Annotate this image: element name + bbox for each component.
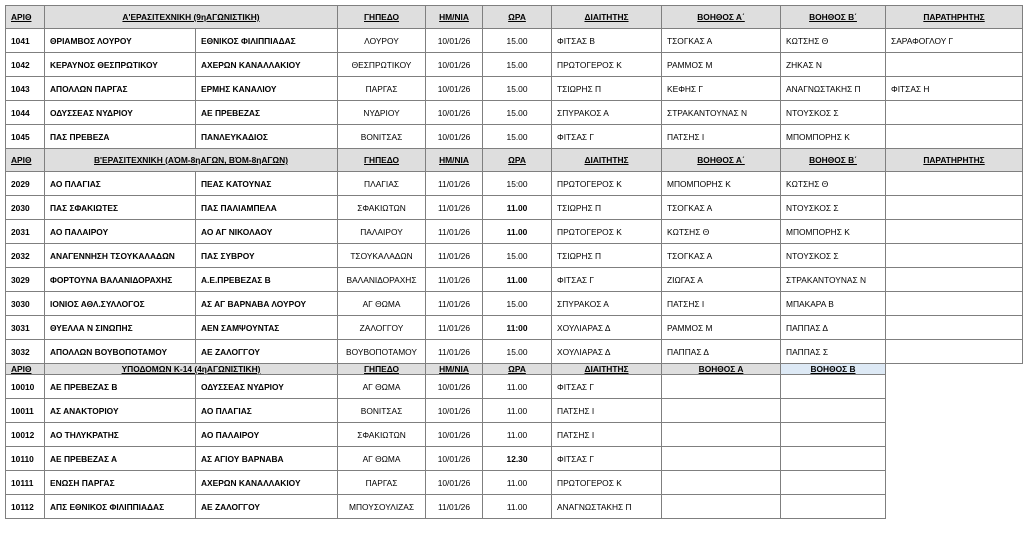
assistant-1-cell[interactable] bbox=[662, 447, 781, 471]
match-row bbox=[6, 268, 1023, 292]
assistant-2-cell[interactable]: ΠΑΠΠΑΣ Δ bbox=[781, 316, 886, 340]
assistant-1-cell[interactable]: ΡΑΜΜΟΣ Μ bbox=[662, 316, 781, 340]
header-referee[interactable]: ΔΙΑΙΤΗΤΗΣ bbox=[552, 6, 662, 29]
match-number[interactable]: 10111 bbox=[6, 471, 45, 495]
away-team[interactable]: ΠΕΑΣ ΚΑΤΟΥΝΑΣ bbox=[196, 172, 338, 196]
date-cell[interactable]: 10/01/26 bbox=[426, 399, 483, 423]
venue-cell[interactable]: ΝΥΔΡΙΟΥ bbox=[338, 101, 426, 125]
match-row bbox=[6, 292, 1023, 316]
home-team[interactable]: ΑΣ ΑΝΑΚΤΟΡΙΟΥ bbox=[45, 399, 196, 423]
observer-cell bbox=[886, 375, 1023, 399]
home-team[interactable]: ΑΕ ΠΡΕΒΕΖΑΣ Β bbox=[45, 375, 196, 399]
referee-cell[interactable]: ΑΝΑΓΝΩΣΤΑΚΗΣ Π bbox=[552, 495, 662, 519]
match-row bbox=[6, 172, 1023, 196]
match-row bbox=[6, 244, 1023, 268]
home-team[interactable]: ΑΠΟΛΛΩΝ ΒΟΥΒΟΠΟΤΑΜΟΥ bbox=[45, 340, 196, 364]
venue-cell[interactable]: ΒΟΥΒΟΠΟΤΑΜΟΥ bbox=[338, 340, 426, 364]
assistant-2-cell[interactable]: ΑΝΑΓΝΩΣΤΑΚΗΣ Π bbox=[781, 77, 886, 101]
venue-cell[interactable]: ΖΑΛΟΓΓΟΥ bbox=[338, 316, 426, 340]
assistant-1-cell[interactable]: ΜΠΟΜΠΟΡΗΣ Κ bbox=[662, 172, 781, 196]
referee-cell[interactable]: ΠΡΩΤΟΓΕΡΟΣ Κ bbox=[552, 53, 662, 77]
header-assistant-1[interactable]: ΒΟΗΘΟΣ Α΄ bbox=[662, 149, 781, 172]
header-assistant-2[interactable]: ΒΟΗΘΟΣ Β΄ bbox=[781, 149, 886, 172]
match-number[interactable]: 10012 bbox=[6, 423, 45, 447]
header-observer[interactable]: ΠΑΡΑΤΗΡΗΤΗΣ bbox=[886, 149, 1023, 172]
header-observer[interactable]: ΠΑΡΑΤΗΡΗΤΗΣ bbox=[886, 6, 1023, 29]
referee-cell[interactable]: ΤΣΙΩΡΗΣ Π bbox=[552, 196, 662, 220]
referee-cell[interactable]: ΠΡΩΤΟΓΕΡΟΣ Κ bbox=[552, 220, 662, 244]
date-cell[interactable]: 10/01/26 bbox=[426, 77, 483, 101]
observer-cell bbox=[886, 447, 1023, 471]
assistant-2-cell[interactable] bbox=[781, 471, 886, 495]
observer-cell[interactable] bbox=[886, 125, 1023, 149]
observer-cell bbox=[886, 495, 1023, 519]
away-team[interactable]: ΠΑΝΛΕΥΚΑΔΙΟΣ bbox=[196, 125, 338, 149]
time-cell[interactable]: 11.00 bbox=[483, 423, 552, 447]
match-row bbox=[6, 196, 1023, 220]
assistant-1-cell[interactable]: ΚΕΦΗΣ Γ bbox=[662, 77, 781, 101]
match-row bbox=[6, 375, 1023, 399]
home-team[interactable]: ΑΟ ΠΛΑΓΙΑΣ bbox=[45, 172, 196, 196]
referee-cell[interactable]: ΠΡΩΤΟΓΕΡΟΣ Κ bbox=[552, 471, 662, 495]
time-cell[interactable]: 15:00 bbox=[483, 172, 552, 196]
date-cell[interactable]: 11/01/26 bbox=[426, 244, 483, 268]
home-team[interactable]: ΑΕ ΠΡΕΒΕΖΑΣ Α bbox=[45, 447, 196, 471]
home-team[interactable]: ΟΔΥΣΣΕΑΣ ΝΥΔΡΙΟΥ bbox=[45, 101, 196, 125]
venue-cell[interactable]: ΣΦΑΚΙΩΤΩΝ bbox=[338, 196, 426, 220]
home-team[interactable]: ΚΕΡΑΥΝΟΣ ΘΕΣΠΡΩΤΙΚΟΥ bbox=[45, 53, 196, 77]
away-team[interactable]: ΑΧΕΡΩΝ ΚΑΝΑΛΛΑΚΙΟΥ bbox=[196, 471, 338, 495]
date-cell[interactable]: 11/01/26 bbox=[426, 172, 483, 196]
assistant-2-cell[interactable] bbox=[781, 423, 886, 447]
away-team[interactable]: ΑΣ ΑΓΙΟΥ ΒΑΡΝΑΒΑ bbox=[196, 447, 338, 471]
header-number[interactable]: ΑΡΙΘ bbox=[6, 6, 45, 29]
home-team[interactable]: ΦΟΡΤΟΥΝΑ ΒΑΛΑΝΙΔΟΡΑΧΗΣ bbox=[45, 268, 196, 292]
time-cell[interactable]: 15.00 bbox=[483, 29, 552, 53]
date-cell[interactable]: 10/01/26 bbox=[426, 471, 483, 495]
assistant-2-cell[interactable]: ΠΑΠΠΑΣ Σ bbox=[781, 340, 886, 364]
assistant-1-cell[interactable]: ΤΣΟΓΚΑΣ Α bbox=[662, 29, 781, 53]
header-time[interactable]: ΩΡΑ bbox=[483, 149, 552, 172]
home-team[interactable]: ΑΠΟΛΛΩΝ ΠΑΡΓΑΣ bbox=[45, 77, 196, 101]
time-cell[interactable]: 11:00 bbox=[483, 316, 552, 340]
observer-cell[interactable] bbox=[886, 53, 1023, 77]
away-team[interactable]: ΕΡΜΗΣ ΚΑΝΑΛΙΟΥ bbox=[196, 77, 338, 101]
observer-cell[interactable] bbox=[886, 196, 1023, 220]
away-team[interactable]: ΠΑΣ ΣΥΒΡΟΥ bbox=[196, 244, 338, 268]
home-team[interactable]: ΑΝΑΓΕΝΝΗΣΗ ΤΣΟΥΚΑΛΑΔΩΝ bbox=[45, 244, 196, 268]
match-row bbox=[6, 495, 1023, 519]
time-cell[interactable]: 12.30 bbox=[483, 447, 552, 471]
match-number[interactable]: 10112 bbox=[6, 495, 45, 519]
date-cell[interactable]: 10/01/26 bbox=[426, 29, 483, 53]
section-header-row bbox=[6, 149, 1023, 172]
assistant-1-cell[interactable]: ΤΣΟΓΚΑΣ Α bbox=[662, 196, 781, 220]
observer-cell[interactable]: ΣΑΡΑΦΟΓΛΟΥ Γ bbox=[886, 29, 1023, 53]
observer-cell[interactable] bbox=[886, 316, 1023, 340]
header-number[interactable]: ΑΡΙΘ bbox=[6, 149, 45, 172]
observer-cell bbox=[886, 423, 1023, 447]
header-time[interactable]: ΩΡΑ bbox=[483, 6, 552, 29]
header-date[interactable]: ΗΜ/ΝΙΑ bbox=[426, 364, 483, 375]
time-cell[interactable]: 15.00 bbox=[483, 53, 552, 77]
assistant-1-cell[interactable] bbox=[662, 471, 781, 495]
home-team[interactable]: ΘΥΕΛΛΑ Ν ΣΙΝΩΠΗΣ bbox=[45, 316, 196, 340]
away-team[interactable]: ΑΕ ΖΑΛΟΓΓΟΥ bbox=[196, 495, 338, 519]
match-number[interactable]: 1043 bbox=[6, 77, 45, 101]
header-assistant-1[interactable]: ΒΟΗΘΟΣ Α΄ bbox=[662, 6, 781, 29]
date-cell[interactable]: 11/01/26 bbox=[426, 292, 483, 316]
referee-cell[interactable]: ΤΣΙΩΡΗΣ Π bbox=[552, 244, 662, 268]
header-match[interactable]: Α'ΕΡΑΣΙΤΕΧΝΙΚΗ (9ηΑΓΩΝΙΣΤΙΚΗ) bbox=[45, 6, 338, 29]
match-row bbox=[6, 53, 1023, 77]
match-number[interactable]: 10110 bbox=[6, 447, 45, 471]
date-cell[interactable]: 10/01/26 bbox=[426, 375, 483, 399]
schedule-table bbox=[5, 5, 1023, 519]
header-assistant-2[interactable]: ΒΟΗΘΟΣ Β΄ bbox=[781, 6, 886, 29]
time-cell[interactable]: 15.00 bbox=[483, 101, 552, 125]
assistant-1-cell[interactable]: ΠΑΤΣΗΣ Ι bbox=[662, 292, 781, 316]
assistant-1-cell[interactable]: ΠΑΤΣΗΣ Ι bbox=[662, 125, 781, 149]
date-cell[interactable]: 11/01/26 bbox=[426, 316, 483, 340]
date-cell[interactable]: 10/01/26 bbox=[426, 447, 483, 471]
venue-cell[interactable]: ΠΛΑΓΙΑΣ bbox=[338, 172, 426, 196]
venue-cell[interactable]: ΠΑΡΓΑΣ bbox=[338, 77, 426, 101]
venue-cell[interactable]: ΤΣΟΥΚΑΛΑΔΩΝ bbox=[338, 244, 426, 268]
home-team[interactable]: ΘΡΙΑΜΒΟΣ ΛΟΥΡΟΥ bbox=[45, 29, 196, 53]
referee-cell[interactable]: ΣΠΥΡΑΚΟΣ Α bbox=[552, 292, 662, 316]
observer-cell[interactable] bbox=[886, 101, 1023, 125]
match-row bbox=[6, 316, 1023, 340]
observer-cell[interactable] bbox=[886, 340, 1023, 364]
assistant-1-cell[interactable] bbox=[662, 423, 781, 447]
date-cell[interactable]: 10/01/26 bbox=[426, 101, 483, 125]
match-row bbox=[6, 447, 1023, 471]
match-number[interactable]: 2031 bbox=[6, 220, 45, 244]
section-header-row bbox=[6, 6, 1023, 29]
assistant-2-cell[interactable]: ΣΤΡΑΚΑΝΤΟΥΝΑΣ Ν bbox=[781, 268, 886, 292]
match-number[interactable]: 10010 bbox=[6, 375, 45, 399]
match-row bbox=[6, 29, 1023, 53]
venue-cell[interactable]: ΠΑΡΓΑΣ bbox=[338, 471, 426, 495]
assistant-2-cell[interactable]: ΝΤΟΥΣΚΟΣ Σ bbox=[781, 196, 886, 220]
assistant-1-cell[interactable] bbox=[662, 375, 781, 399]
venue-cell[interactable]: ΑΓ ΘΩΜΑ bbox=[338, 292, 426, 316]
header-venue[interactable]: ΓΗΠΕΔΟ bbox=[338, 149, 426, 172]
header-assistant-2[interactable]: ΒΟΗΘΟΣ Β bbox=[781, 364, 886, 375]
match-number[interactable]: 1042 bbox=[6, 53, 45, 77]
observer-cell[interactable] bbox=[886, 268, 1023, 292]
time-cell[interactable]: 15.00 bbox=[483, 125, 552, 149]
assistant-2-cell[interactable]: ΚΩΤΣΗΣ Θ bbox=[781, 29, 886, 53]
referee-cell[interactable]: ΦΙΤΣΑΣ Γ bbox=[552, 375, 662, 399]
date-cell[interactable]: 11/01/26 bbox=[426, 340, 483, 364]
match-number[interactable]: 3030 bbox=[6, 292, 45, 316]
away-team[interactable]: Α.Ε.ΠΡΕΒΕΖΑΣ Β bbox=[196, 268, 338, 292]
away-team[interactable]: ΑΕ ΠΡΕΒΕΖΑΣ bbox=[196, 101, 338, 125]
assistant-2-cell[interactable]: ΜΠΟΜΠΟΡΗΣ Κ bbox=[781, 220, 886, 244]
referee-cell[interactable]: ΣΠΥΡΑΚΟΣ Α bbox=[552, 101, 662, 125]
away-team[interactable]: ΟΔΥΣΣΕΑΣ ΝΥΔΡΙΟΥ bbox=[196, 375, 338, 399]
home-team[interactable]: ΑΠΣ ΕΘΝΙΚΟΣ ΦΙΛΙΠΠΙΑΔΑΣ bbox=[45, 495, 196, 519]
home-team[interactable]: ΙΟΝΙΟΣ ΑΘΛ.ΣΥΛΛΟΓΟΣ bbox=[45, 292, 196, 316]
away-team[interactable]: ΑΟ ΠΑΛΑΙΡΟΥ bbox=[196, 423, 338, 447]
match-number[interactable]: 3029 bbox=[6, 268, 45, 292]
venue-cell[interactable]: ΒΟΝΙΤΣΑΣ bbox=[338, 399, 426, 423]
time-cell[interactable]: 11.00 bbox=[483, 196, 552, 220]
assistant-1-cell[interactable]: ΣΤΡΑΚΑΝΤΟΥΝΑΣ Ν bbox=[662, 101, 781, 125]
header-referee[interactable]: ΔΙΑΙΤΗΤΗΣ bbox=[552, 149, 662, 172]
assistant-2-cell[interactable] bbox=[781, 447, 886, 471]
referee-cell[interactable]: ΠΑΤΣΗΣ Ι bbox=[552, 399, 662, 423]
date-cell[interactable]: 11/01/26 bbox=[426, 220, 483, 244]
observer-cell[interactable] bbox=[886, 172, 1023, 196]
referee-cell[interactable]: ΦΙΤΣΑΣ Β bbox=[552, 29, 662, 53]
venue-cell[interactable]: ΘΕΣΠΡΩΤΙΚΟΥ bbox=[338, 53, 426, 77]
header-venue[interactable]: ΓΗΠΕΔΟ bbox=[338, 6, 426, 29]
venue-cell[interactable]: ΑΓ ΘΩΜΑ bbox=[338, 447, 426, 471]
match-row bbox=[6, 220, 1023, 244]
away-team[interactable]: ΑΣ ΑΓ ΒΑΡΝΑΒΑ ΛΟΥΡΟΥ bbox=[196, 292, 338, 316]
time-cell[interactable]: 15.00 bbox=[483, 340, 552, 364]
header-match[interactable]: ΥΠΟΔΟΜΩΝ Κ-14 (4ηΑΓΩΝΙΣΤΙΚΗ) bbox=[45, 364, 338, 375]
venue-cell[interactable]: ΒΑΛΑΝΙΔΟΡΑΧΗΣ bbox=[338, 268, 426, 292]
observer-cell bbox=[886, 399, 1023, 423]
match-number[interactable]: 3031 bbox=[6, 316, 45, 340]
referee-cell[interactable]: ΤΣΙΩΡΗΣ Π bbox=[552, 77, 662, 101]
match-number[interactable]: 10011 bbox=[6, 399, 45, 423]
home-team[interactable]: ΑΟ ΠΑΛΑΙΡΟΥ bbox=[45, 220, 196, 244]
observer-cell[interactable] bbox=[886, 220, 1023, 244]
observer-cell bbox=[886, 471, 1023, 495]
observer-cell[interactable]: ΦΙΤΣΑΣ Η bbox=[886, 77, 1023, 101]
away-team[interactable]: ΑΕ ΖΑΛΟΓΓΟΥ bbox=[196, 340, 338, 364]
header-observer[interactable] bbox=[886, 364, 1023, 375]
assistant-2-cell[interactable]: ΜΠΟΜΠΟΡΗΣ Κ bbox=[781, 125, 886, 149]
match-number[interactable]: 1044 bbox=[6, 101, 45, 125]
match-number[interactable]: 3032 bbox=[6, 340, 45, 364]
referee-cell[interactable]: ΧΟΥΛΙΑΡΑΣ Δ bbox=[552, 340, 662, 364]
away-team[interactable]: ΑΕΝ ΣΑΜΨΟΥΝΤΑΣ bbox=[196, 316, 338, 340]
section-header-row bbox=[6, 364, 1023, 375]
header-date[interactable]: ΗΜ/ΝΙΑ bbox=[426, 149, 483, 172]
match-row bbox=[6, 77, 1023, 101]
match-number[interactable]: 1045 bbox=[6, 125, 45, 149]
assistant-2-cell[interactable] bbox=[781, 495, 886, 519]
venue-cell[interactable]: ΒΟΝΙΤΣΑΣ bbox=[338, 125, 426, 149]
assistant-2-cell[interactable]: ΚΩΤΣΗΣ Θ bbox=[781, 172, 886, 196]
header-match[interactable]: Β'ΕΡΑΣΙΤΕΧΝΙΚΗ (ΑΌΜ-8ηΑΓΩΝ, ΒΌΜ-8ηΑΓΩΝ) bbox=[45, 149, 338, 172]
match-row bbox=[6, 471, 1023, 495]
venue-cell[interactable]: ΠΑΛΑΙΡΟΥ bbox=[338, 220, 426, 244]
referee-cell[interactable]: ΦΙΤΣΑΣ Γ bbox=[552, 447, 662, 471]
header-assistant-1[interactable]: ΒΟΗΘΟΣ Α bbox=[662, 364, 781, 375]
match-number[interactable]: 2032 bbox=[6, 244, 45, 268]
assistant-2-cell[interactable] bbox=[781, 399, 886, 423]
venue-cell[interactable]: ΑΓ ΘΩΜΑ bbox=[338, 375, 426, 399]
time-cell[interactable]: 11.00 bbox=[483, 399, 552, 423]
referee-cell[interactable]: ΧΟΥΛΙΑΡΑΣ Δ bbox=[552, 316, 662, 340]
referee-cell[interactable]: ΦΙΤΣΑΣ Γ bbox=[552, 268, 662, 292]
date-cell[interactable]: 10/01/26 bbox=[426, 53, 483, 77]
date-cell[interactable]: 10/01/26 bbox=[426, 125, 483, 149]
referee-cell[interactable]: ΠΡΩΤΟΓΕΡΟΣ Κ bbox=[552, 172, 662, 196]
time-cell[interactable]: 11.00 bbox=[483, 495, 552, 519]
assistant-1-cell[interactable] bbox=[662, 495, 781, 519]
assistant-2-cell[interactable]: ΝΤΟΥΣΚΟΣ Σ bbox=[781, 101, 886, 125]
match-number[interactable]: 2030 bbox=[6, 196, 45, 220]
time-cell[interactable]: 11.00 bbox=[483, 471, 552, 495]
time-cell[interactable]: 11.00 bbox=[483, 268, 552, 292]
observer-cell[interactable] bbox=[886, 292, 1023, 316]
assistant-2-cell[interactable]: ΜΠΑΚΑΡΑ Β bbox=[781, 292, 886, 316]
home-team[interactable]: ΠΑΣ ΠΡΕΒΕΖΑ bbox=[45, 125, 196, 149]
header-venue[interactable]: ΓΗΠΕΔΟ bbox=[338, 364, 426, 375]
time-cell[interactable]: 11.00 bbox=[483, 220, 552, 244]
away-team[interactable]: ΕΘΝΙΚΟΣ ΦΙΛΙΠΠΙΑΔΑΣ bbox=[196, 29, 338, 53]
header-number[interactable]: ΑΡΙΘ bbox=[6, 364, 45, 375]
time-cell[interactable]: 15.00 bbox=[483, 77, 552, 101]
venue-cell[interactable]: ΜΠΟΥΣΟΥΛΙΖΑΣ bbox=[338, 495, 426, 519]
header-referee[interactable]: ΔΙΑΙΤΗΤΗΣ bbox=[552, 364, 662, 375]
date-cell[interactable]: 11/01/26 bbox=[426, 495, 483, 519]
referee-cell[interactable]: ΦΙΤΣΑΣ Γ bbox=[552, 125, 662, 149]
observer-cell[interactable] bbox=[886, 244, 1023, 268]
assistant-2-cell[interactable] bbox=[781, 375, 886, 399]
away-team[interactable]: ΑΟ ΠΛΑΓΙΑΣ bbox=[196, 399, 338, 423]
time-cell[interactable]: 11.00 bbox=[483, 375, 552, 399]
away-team[interactable]: ΠΑΣ ΠΑΛΙΑΜΠΕΛΑ bbox=[196, 196, 338, 220]
home-team[interactable]: ΑΟ ΤΗΛΥΚΡΑΤΗΣ bbox=[45, 423, 196, 447]
match-row bbox=[6, 340, 1023, 364]
time-cell[interactable]: 15.00 bbox=[483, 292, 552, 316]
assistant-2-cell[interactable]: ΝΤΟΥΣΚΟΣ Σ bbox=[781, 244, 886, 268]
venue-cell[interactable]: ΛΟΥΡΟΥ bbox=[338, 29, 426, 53]
time-cell[interactable]: 15.00 bbox=[483, 244, 552, 268]
assistant-1-cell[interactable]: ΠΑΠΠΑΣ Δ bbox=[662, 340, 781, 364]
date-cell[interactable]: 10/01/26 bbox=[426, 423, 483, 447]
match-number[interactable]: 2029 bbox=[6, 172, 45, 196]
date-cell[interactable]: 11/01/26 bbox=[426, 196, 483, 220]
match-row bbox=[6, 125, 1023, 149]
match-row bbox=[6, 423, 1023, 447]
match-row bbox=[6, 399, 1023, 423]
match-row bbox=[6, 101, 1023, 125]
assistant-2-cell[interactable]: ΖΗΚΑΣ Ν bbox=[781, 53, 886, 77]
venue-cell[interactable]: ΣΦΑΚΙΩΤΩΝ bbox=[338, 423, 426, 447]
assistant-1-cell[interactable] bbox=[662, 399, 781, 423]
header-date[interactable]: ΗΜ/ΝΙΑ bbox=[426, 6, 483, 29]
match-number[interactable]: 1041 bbox=[6, 29, 45, 53]
date-cell[interactable]: 11/01/26 bbox=[426, 268, 483, 292]
assistant-1-cell[interactable]: ΖΙΩΓΑΣ Α bbox=[662, 268, 781, 292]
header-time[interactable]: ΩΡΑ bbox=[483, 364, 552, 375]
home-team[interactable]: ΠΑΣ ΣΦΑΚΙΩΤΕΣ bbox=[45, 196, 196, 220]
home-team[interactable]: ΕΝΩΣΗ ΠΑΡΓΑΣ bbox=[45, 471, 196, 495]
assistant-1-cell[interactable]: ΚΩΤΣΗΣ Θ bbox=[662, 220, 781, 244]
assistant-1-cell[interactable]: ΡΑΜΜΟΣ Μ bbox=[662, 53, 781, 77]
away-team[interactable]: ΑΟ ΑΓ ΝΙΚΟΛΑΟΥ bbox=[196, 220, 338, 244]
assistant-1-cell[interactable]: ΤΣΟΓΚΑΣ Α bbox=[662, 244, 781, 268]
away-team[interactable]: ΑΧΕΡΩΝ ΚΑΝΑΛΛΑΚΙΟΥ bbox=[196, 53, 338, 77]
referee-cell[interactable]: ΠΑΤΣΗΣ Ι bbox=[552, 423, 662, 447]
